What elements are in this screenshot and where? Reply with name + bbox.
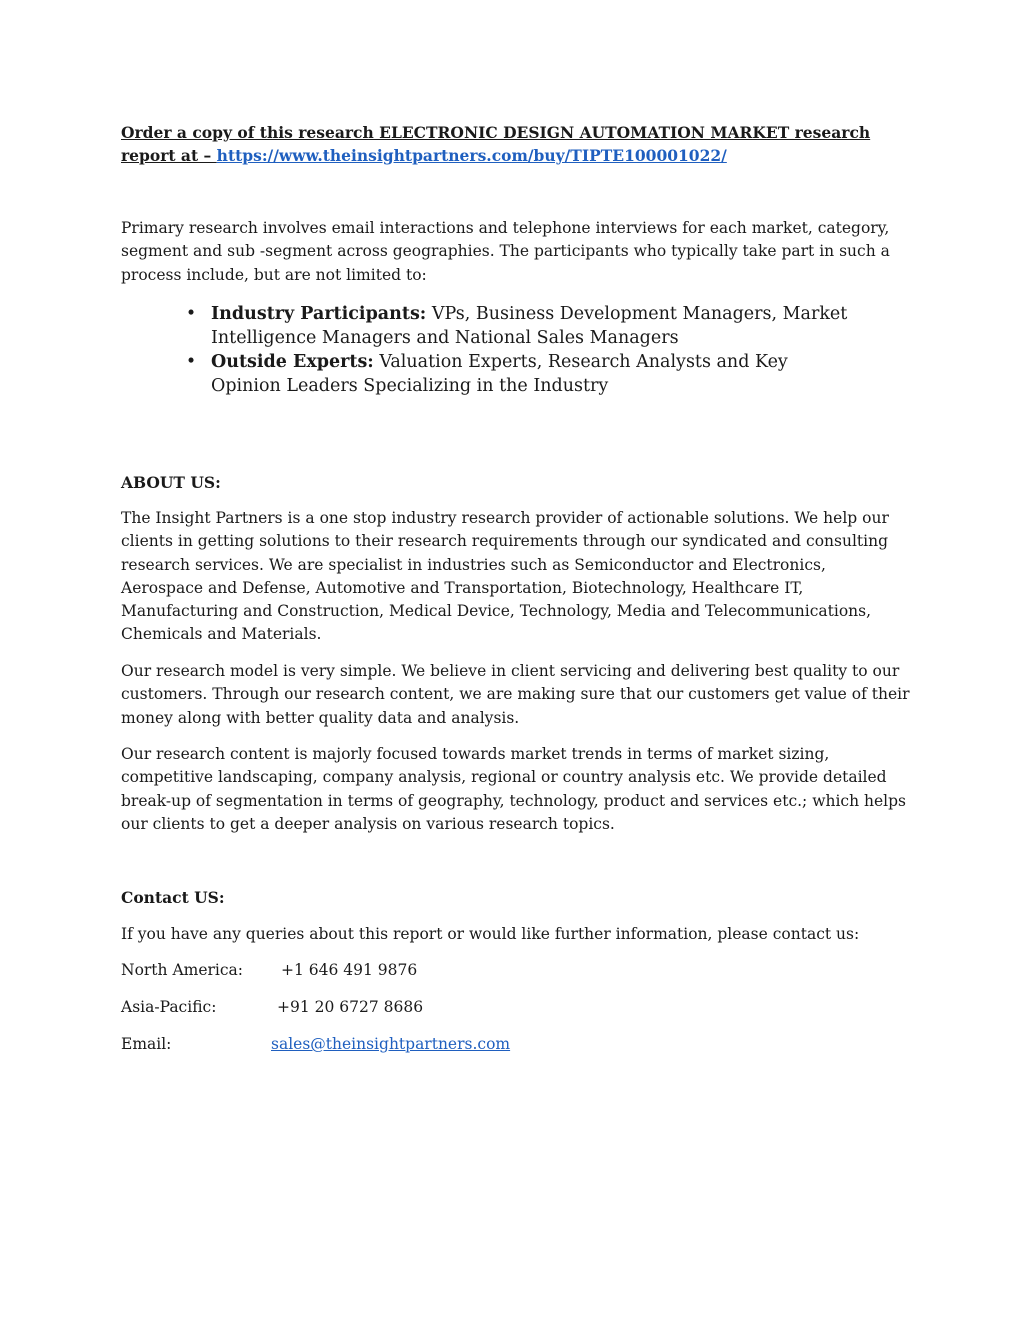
about-heading: ABOUT US: [121,473,221,492]
bullet-text: VPs, Business Development Managers, Market Intelligence Managers and National Sales Managers [211,304,848,348]
bullet-text: Valuation Experts, Research Analysts and Key Opinion Leaders Specializing in the Industry [211,352,788,396]
intro-paragraph: Primary research involves email interactions and telephone interviews for each market, category, segment and sub -segment across geographies. The participants who typically take part in such a process include, but are not limited to: [121,219,890,284]
list-item [181,302,861,350]
order-callout [121,121,911,167]
about-paragraph-3: Our research content is majorly focused towards market trends in terms of market sizing, competitive landscaping, company analysis, regional or country analysis etc. We provide detailed break-up of segmentation in terms of geography, technology, product and services etc.; which helps our clients to get a deeper analysis on various research topics. [121,745,906,833]
order-lead-text: Order a copy of this research ELECTRONIC DESIGN AUTOMATION MARKET research report at – [121,123,871,165]
contact-intro: If you have any queries about this report or would like further information, please contact us: [121,925,860,943]
bullet-title: Industry Participants: [211,304,427,324]
bullet-icon: • [185,304,197,324]
bullet-title: Outside Experts: [211,352,374,372]
bullet-icon: • [185,352,197,372]
email-link[interactable]: sales@theinsightpartners.com [271,1035,511,1053]
participants-list [181,302,861,398]
about-paragraph-1: The Insight Partners is a one stop industry research provider of actionable solutions. We help our clients in getting solutions to their research requirements through our syndicated and consulting research services. We are specialist in industries such as Semiconductor and Electronics, Aerospace and Defense, Automotive and Transportation, Biotechnology, Healthcare IT, Manufacturing and Construction, Medical Device, Technology, Media and Telecommunications, Chemicals and Materials. [121,509,889,644]
about-paragraph-2: Our research model is very simple. We believe in client servicing and delivering best quality to our customers. Through our research content, we are making sure that our customers get value of their money along with better quality data and analysis. [121,662,910,727]
list-item [181,350,861,398]
north-america-label: North America: [121,961,244,979]
email-label: Email: [121,1035,172,1053]
asia-pacific-label: Asia-Pacific: [121,998,217,1016]
contact-heading: Contact US: [121,888,225,907]
north-america-phone: +1 646 491 9876 [281,961,418,979]
order-link[interactable]: https://www.theinsightpartners.com/buy/TIPTE100001022/ [216,146,727,165]
asia-pacific-phone: +91 20 6727 8686 [277,998,424,1016]
